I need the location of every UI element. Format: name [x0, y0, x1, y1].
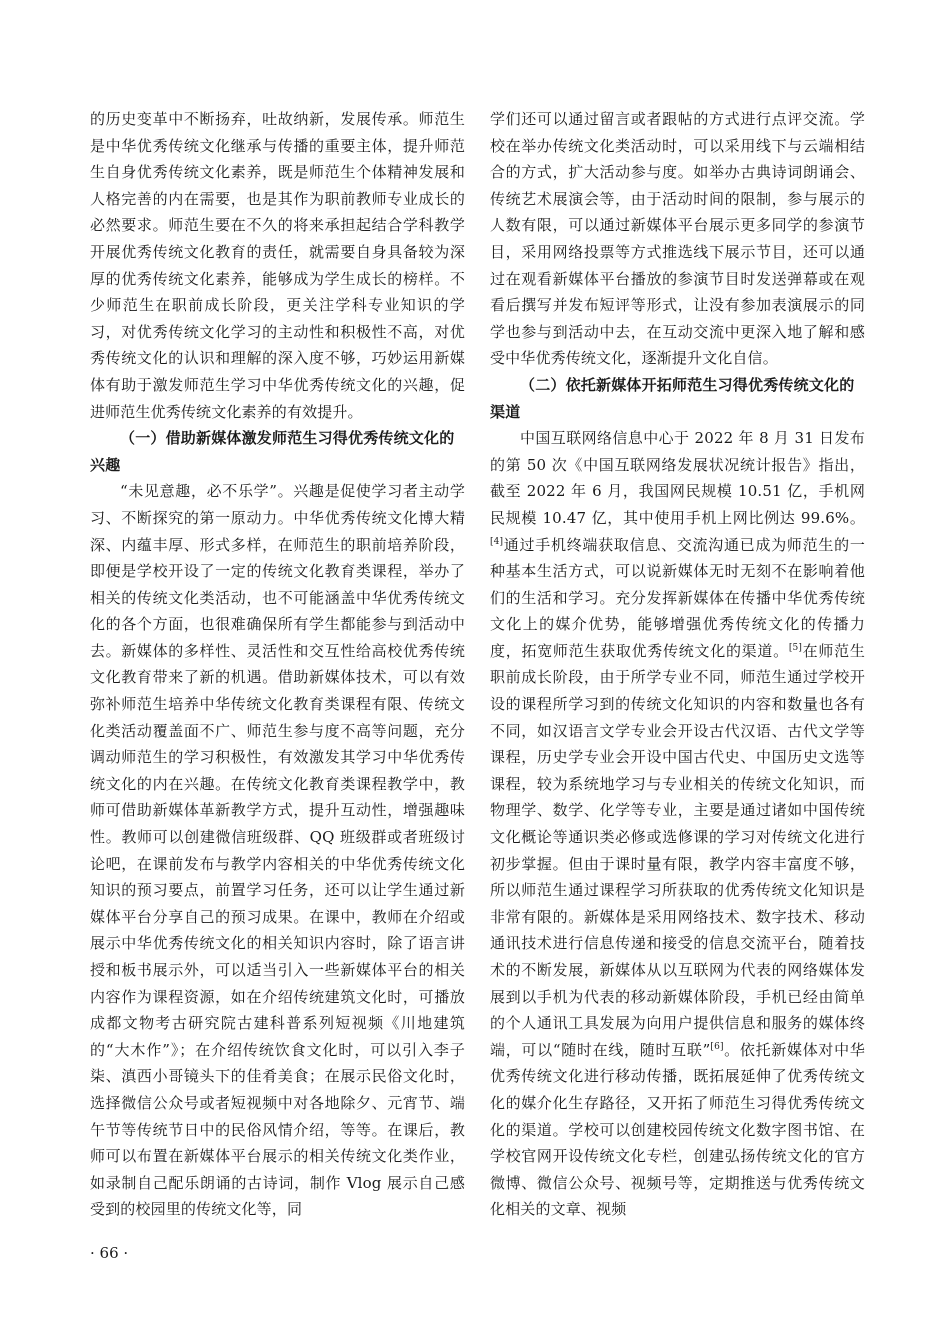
text-run: 中国互联网络信息中心于 2022 年 8 月 31 日发布的第 50 次《中国互联网络发展状况统计报告》指出，截至 2022 年 6 月，我国网民规模 10.51 亿，手机网民规模 10.47 亿，其中使用手机上网比例达 99.6%。	[490, 429, 865, 527]
citation-marker: [5]	[788, 642, 803, 653]
left-column	[90, 106, 465, 1223]
section-heading: （二）依托新媒体开拓师范生习得优秀传统文化的渠道	[490, 375, 855, 421]
paragraph: “未见意趣，必不乐学”。兴趣是促使学习者主动学习、不断探究的第一原动力。中华优秀传统文化博大精深、内蕴丰厚、形式多样，在师范生的职前培养阶段，即便是学校开设了一定的传统文化教育类课程，举办了相关的传统文化类活动，也不可能涵盖中华优秀传统文化的各个方面，也很难确保所有学生都能参与到活动中去。新媒体的多样性、灵活性和交互性给高校优秀传统文化教育带来了新的机遇。借助新媒体技术，可以有效弥补师范生培养中华传统文化教育类课程有限、传统文化类活动覆盖面不广、师范生参与度不高等问题，充分调动师范生的学习积极性，有效激发其学习中华优秀传统文化的内在兴趣。在传统文化教育类课程教学中，教师可借助新媒体革新教学方式，提升互动性，增强趣味性。教师可以创建微信班级群、QQ 班级群或者班级讨论吧，在课前发布与教学内容相关的中华优秀传统文化知识的预习要点，前置学习任务，还可以让学生通过新媒体平台分享自己的预习成果。在课中，教师在介绍或展示中华优秀传统文化的相关知识内容时，除了语言讲授和板书展示外，可以适当引入一些新媒体平台的相关内容作为课程资源，如在介绍传统建筑文化时，可播放成都文物考古研究院古建科普系列短视频《川地建筑的“大木作”》；在介绍传统饮食文化时，可以引入李子柒、滇西小哥镜头下的佳肴美食；在展示民俗文化时，选择微信公众号或者短视频中对各地除夕、元宵节、端午节等传统节日中的民俗风情介绍，等等。在课后，教师可以布置在新媒体平台展示的相关传统文化类作业，如录制自己配乐朗诵的古诗词，制作 Vlog 展示自己感受到的校园里的传统文化等，同	[90, 482, 465, 1219]
text-run: 。依托新媒体对中华优秀传统文化进行移动传播，既拓展延伸了优秀传统文化的媒介化生存路径，又开拓了师范生习得优秀传统文化的渠道。学校可以创建校园传统文化数字图书馆、在学校官网开设传统文化专栏，创建弘扬传统文化的官方微博、微信公众号、视频号等，定期推送与优秀传统文化相关的文章、视频	[490, 1040, 865, 1219]
right-column	[490, 106, 865, 1223]
paragraph	[490, 425, 865, 1223]
text-run: 在师范生职前成长阶段，由于所学专业不同，师范生通过学校开设的课程所学习到的传统文化知识的内容和数量也各有不同，如汉语言文学专业会开设古代汉语、古代文学等课程，历史学专业会开设中国古代史、中国历史文选等课程，较为系统地学习与专业相关的传统文化知识，而物理学、数学、化学等专业，主要是通过诸如中国传统文化概论等通识类必修或选修课的学习对传统文化进行初步掌握。但由于课时量有限，教学内容丰富度不够，所以师范生通过课程学习所获取的优秀传统文化知识是非常有限的。新媒体是采用网络技术、数字技术、移动通讯技术进行信息传递和接受的信息交流平台，随着技术的不断发展，新媒体从以互联网为代表的网络媒体发展到以手机为代表的移动新媒体阶段，手机已经由简单的个人通讯工具发展为向用户提供信息和服务的媒体终端，可以“随时在线，随时互联”	[490, 641, 865, 1059]
citation-marker: [6]	[710, 1041, 724, 1052]
citation-marker: [4]	[490, 536, 504, 547]
paragraph: 的历史变革中不断扬弃，吐故纳新，发展传承。师范生是中华优秀传统文化继承与传播的重要主体，提升师范生自身优秀传统文化素养，既是师范生个体精神发展和人格完善的内在需要，也是其作为职前教师专业成长的必然要求。师范生要在不久的将来承担起结合学科教学开展优秀传统文化教育的责任，就需要自身具备较为深厚的优秀传统文化素养，能够成为学生成长的榜样。不少师范生在职前成长阶段，更关注学科专业知识的学习，对优秀传统文化学习的主动性和积极性不高，对优秀传统文化的认识和理解的深入度不够，巧妙运用新媒体有助于激发师范生学习中华优秀传统文化的兴趣，促进师范生优秀传统文化素养的有效提升。	[90, 110, 465, 421]
section-heading: （一）借助新媒体激发师范生习得优秀传统文化的兴趣	[90, 429, 455, 474]
paragraph: 学们还可以通过留言或者跟帖的方式进行点评交流。学校在举办传统文化类活动时，可以采用线下与云端相结合的方式，扩大活动参与度。如举办古典诗词朗诵会、传统艺术展演会等，由于活动时间的限制，参与展示的人数有限，可以通过新媒体平台展示更多同学的参演节目，采用网络投票等方式推选线下展示节目，还可以通过在观看新媒体平台播放的参演节目时发送弹幕或在观看后撰写并发布短评等形式，让没有参加表演展示的同学也参与到活动中去，在互动交流中更深入地了解和感受中华优秀传统文化，逐渐提升文化自信。	[490, 110, 865, 368]
page-number: · 66 ·	[90, 1244, 129, 1262]
text-run: 通过手机终端获取信息、交流沟通已成为师范生的一种基本生活方式，可以说新媒体无时无刻不在影响着他们的生活和学习。充分发挥新媒体在传播中华优秀传统文化上的媒介优势，能够增强优秀传统文化的传播力度，拓宽师范生获取优秀传统文化的渠道。	[490, 535, 865, 660]
